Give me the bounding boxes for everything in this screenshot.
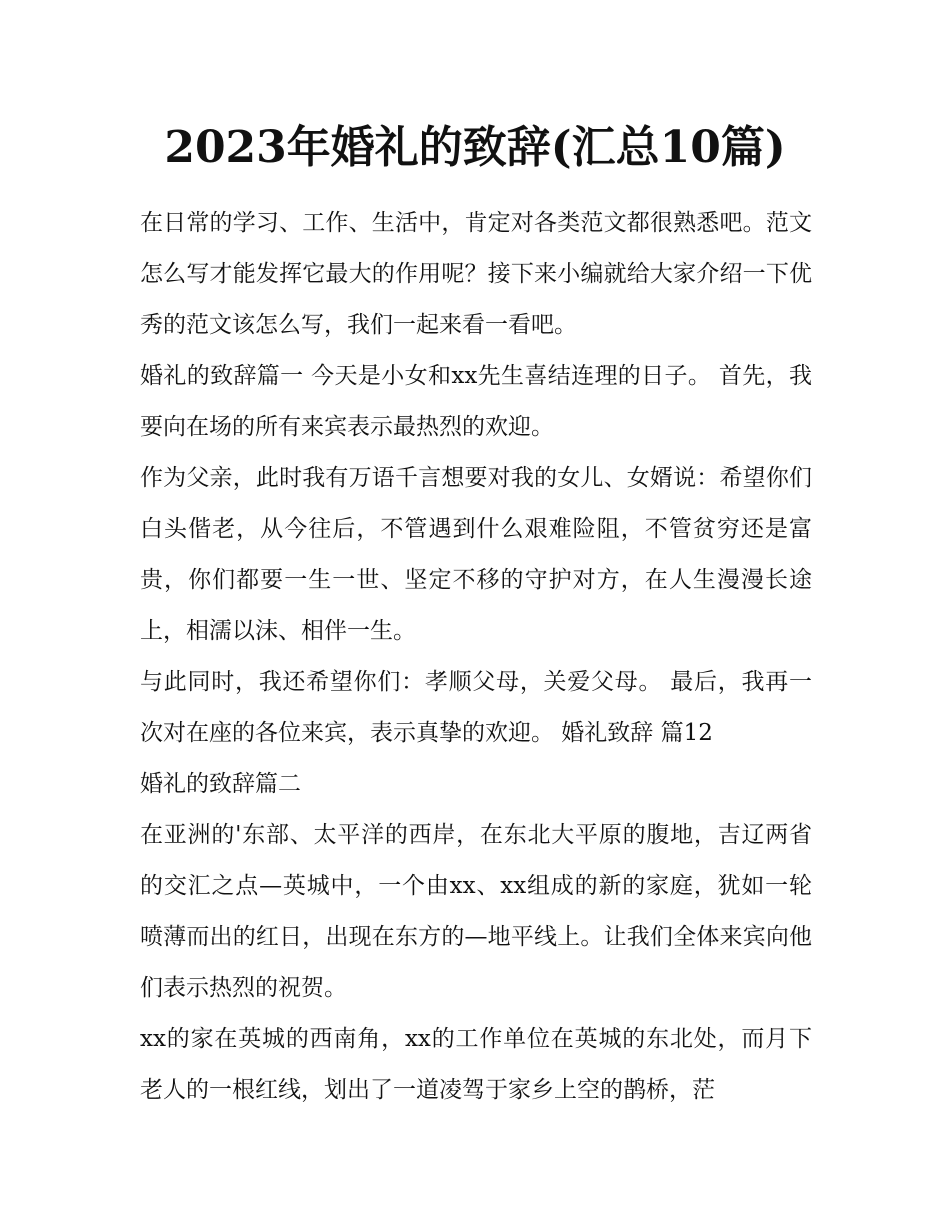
paragraph-speech-two-heading: 婚礼的致辞篇二	[140, 771, 301, 797]
paragraph-father-wishes: 作为父亲，此时我有万语千言想要对我的女儿、女婿说：希望你们白头偕老，从今往后，不管遇到什么艰难险阻，不管贫穷还是富贵，你们都要一生一世、坚定不移的守护对方，在人生漫漫长途上，相濡以沫、相伴一生。	[140, 465, 812, 644]
paragraph-intro: 在日常的学习、工作、生活中，肯定对各类范文都很熟悉吧。范文怎么写才能发挥它最大的作用呢？接下来小编就给大家介绍一下优秀的范文该怎么写，我们一起来看一看吧。	[140, 210, 812, 338]
document-title: 2023年婚礼的致辞(汇总10篇)	[164, 122, 786, 173]
paragraph-speech-two-opening: 在亚洲的'东部、太平洋的西岸，在东北大平原的腹地，吉辽两省的交汇之点—英城中，一个由xx、xx组成的新的家庭，犹如一轮喷薄而出的红日，出现在东方的—地平线上。让我们全体来宾向他们表示热烈的祝贺。	[140, 822, 812, 1001]
paragraph-closing-welcome: 与此同时，我还希望你们：孝顺父母，关爱父母。 最后，我再一次对在座的各位来宾，表示真挚的欢迎。 婚礼致辞 篇12	[140, 669, 812, 746]
document-body	[140, 198, 812, 1116]
paragraph-speech-two-continued: xx的家在英城的西南角，xx的工作单位在英城的东北处，而月下老人的一根红线，划出了一道凌驾于家乡上空的鹊桥，茫	[140, 1026, 812, 1103]
paragraph-speech-one-opening: 婚礼的致辞篇一 今天是小女和xx先生喜结连理的日子。 首先，我要向在场的所有来宾表示最热烈的欢迎。	[140, 363, 812, 440]
